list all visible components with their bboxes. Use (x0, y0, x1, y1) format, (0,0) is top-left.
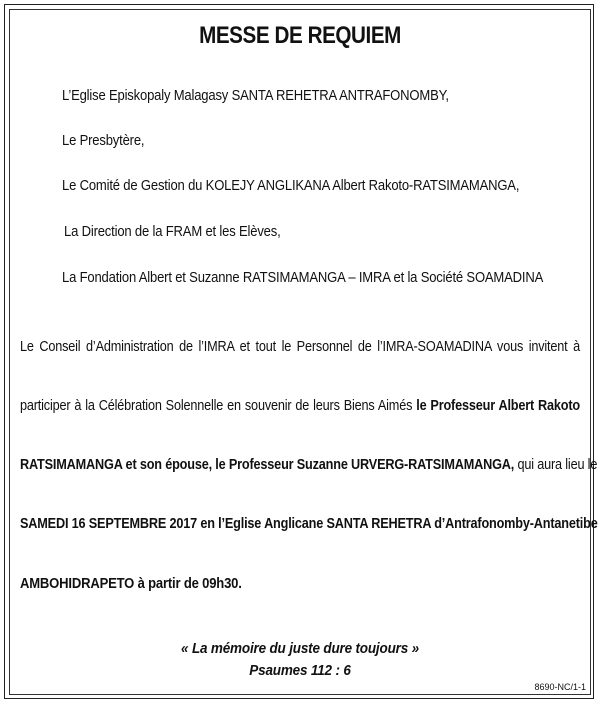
paragraph-text-2a: participer à la Célébration Solennelle en souvenir de leurs Biens Aimés (20, 398, 417, 414)
paragraph-line-1 (20, 339, 580, 355)
sender-line-4: La Direction de la FRAM et les Elèves, (64, 224, 281, 240)
sender-line-1: L’Eglise Episkopaly Malagasy SANTA REHETRA ANTRAFONOMBY, (62, 88, 449, 104)
page-title: MESSE DE REQUIEM (199, 22, 401, 49)
paragraph-text-1: Le Conseil d’Administration de l’IMRA et tout le Personnel de l’IMRA-SOAMADINA vous invitent à (20, 339, 580, 355)
paragraph-line-5 (20, 576, 242, 592)
paragraph-line-3 (20, 457, 598, 473)
quote-text: « La mémoire du juste dure toujours » (181, 640, 419, 657)
psalm-reference: Psaumes 112 : 6 (249, 662, 351, 679)
sender-line-2: Le Presbytère, (62, 133, 145, 149)
paragraph-line-4 (20, 516, 598, 532)
sender-line-3: Le Comité de Gestion du KOLEJY ANGLIKANA Albert Rakoto-RATSIMAMANGA, (62, 178, 520, 194)
paragraph-text-3b: qui aura lieu le (514, 457, 598, 473)
paragraph-text-2b: le Professeur Albert Rakoto (416, 398, 580, 414)
paragraph-line-2 (20, 398, 580, 414)
sender-line-5: La Fondation Albert et Suzanne RATSIMAMANGA – IMRA et la Société SOAMADINA (62, 270, 544, 286)
paragraph-text-4: SAMEDI 16 SEPTEMBRE 2017 en l’Eglise Anglicane SANTA REHETRA d’Antrafonomby-Antanetibe (20, 516, 598, 532)
ad-reference-code: 8690-NC/1-1 (534, 682, 586, 692)
paragraph-text-5: AMBOHIDRAPETO à partir de 09h30. (20, 576, 242, 592)
paragraph-text-3a: RATSIMAMANGA et son épouse, le Professeur Suzanne URVERG-RATSIMAMANGA, (20, 457, 515, 473)
